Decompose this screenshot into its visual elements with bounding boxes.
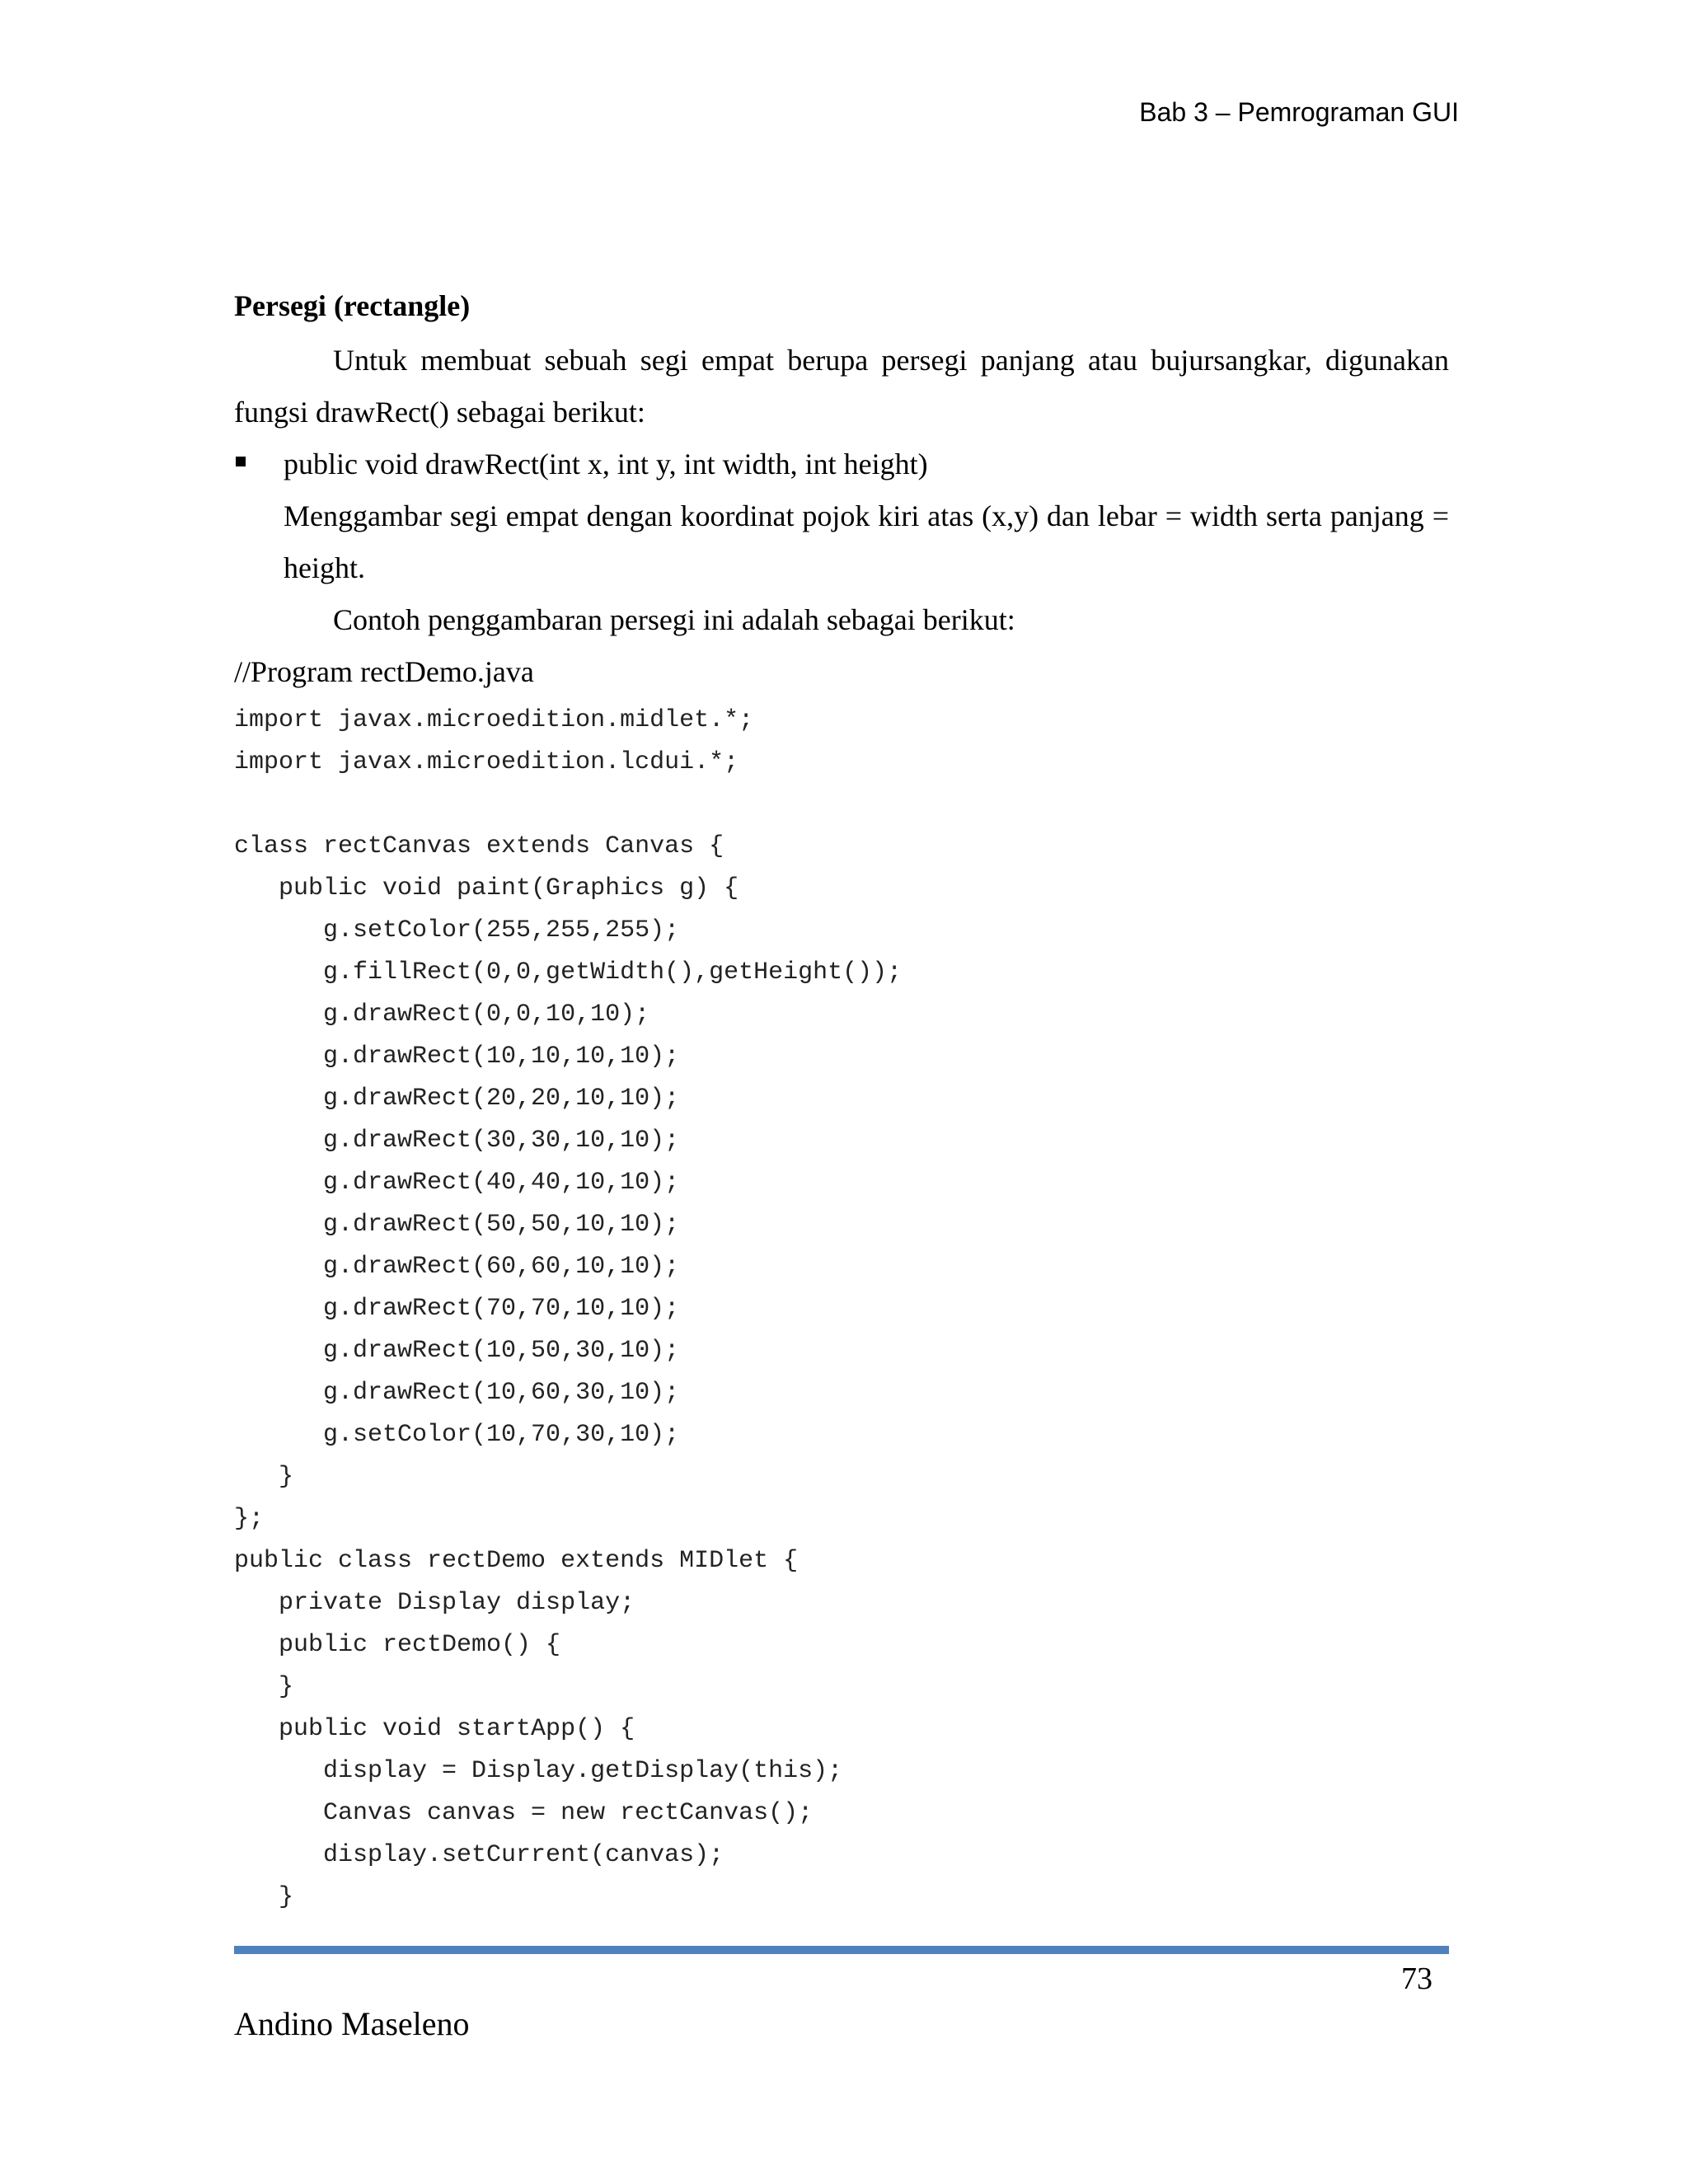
code-line: g.drawRect(20,20,10,10);	[234, 1085, 680, 1113]
code-line: }	[234, 1883, 294, 1911]
code-line: display = Display.getDisplay(this);	[234, 1757, 843, 1785]
code-line: import javax.microedition.lcdui.*;	[234, 748, 739, 776]
page-number: 73	[1401, 1961, 1432, 1996]
bullet-item	[234, 438, 1449, 490]
code-line: g.drawRect(0,0,10,10);	[234, 1001, 650, 1029]
code-line: private Display display;	[234, 1589, 635, 1617]
code-line: g.setColor(10,70,30,10);	[234, 1421, 680, 1449]
code-line: g.drawRect(10,60,30,10);	[234, 1379, 680, 1407]
code-line: class rectCanvas extends Canvas {	[234, 832, 724, 860]
code-line: g.drawRect(70,70,10,10);	[234, 1295, 680, 1323]
author-name: Andino Maseleno	[234, 2005, 470, 2042]
footer-divider	[234, 1946, 1449, 1954]
code-line	[234, 784, 1449, 826]
code-line: display.setCurrent(canvas);	[234, 1841, 724, 1869]
code-line: Canvas canvas = new rectCanvas();	[234, 1799, 814, 1827]
code-line: };	[234, 1505, 265, 1533]
page-content	[234, 284, 1449, 1919]
code-line: g.drawRect(60,60,10,10);	[234, 1253, 680, 1281]
code-line: g.drawRect(40,40,10,10);	[234, 1169, 680, 1197]
program-title-comment: //Program rectDemo.java	[234, 655, 534, 688]
code-line: public void startApp() {	[234, 1715, 635, 1743]
code-line: public class rectDemo extends MIDlet {	[234, 1547, 799, 1575]
code-line: }	[234, 1673, 294, 1701]
code-line: public void paint(Graphics g) {	[234, 874, 739, 902]
section-heading: Persegi (rectangle)	[234, 289, 471, 322]
code-line: import javax.microedition.midlet.*;	[234, 706, 754, 734]
example-intro: Contoh penggambaran persegi ini adalah sebagai berikut:	[333, 603, 1015, 636]
code-line: public rectDemo() {	[234, 1631, 561, 1659]
code-line: g.drawRect(10,10,10,10);	[234, 1043, 680, 1071]
method-description: Menggambar segi empat dengan koordinat pojok kiri atas (x,y) dan lebar = width serta panjang = height.	[284, 499, 1449, 584]
square-bullet-icon	[236, 457, 246, 466]
code-line: g.fillRect(0,0,getWidth(),getHeight());	[234, 958, 903, 987]
code-listing	[234, 700, 1449, 1919]
running-header: Bab 3 – Pemrograman GUI	[1139, 97, 1459, 127]
code-line: g.setColor(255,255,255);	[234, 916, 680, 944]
code-line: }	[234, 1463, 294, 1491]
code-line: g.drawRect(50,50,10,10);	[234, 1211, 680, 1239]
intro-paragraph: Untuk membuat sebuah segi empat berupa persegi panjang atau bujursangkar, digunakan fungsi drawRect() sebagai berikut:	[234, 344, 1449, 429]
method-signature: public void drawRect(int x, int y, int width, int height)	[284, 448, 928, 480]
code-line: g.drawRect(10,50,30,10);	[234, 1337, 680, 1365]
code-line: g.drawRect(30,30,10,10);	[234, 1127, 680, 1155]
